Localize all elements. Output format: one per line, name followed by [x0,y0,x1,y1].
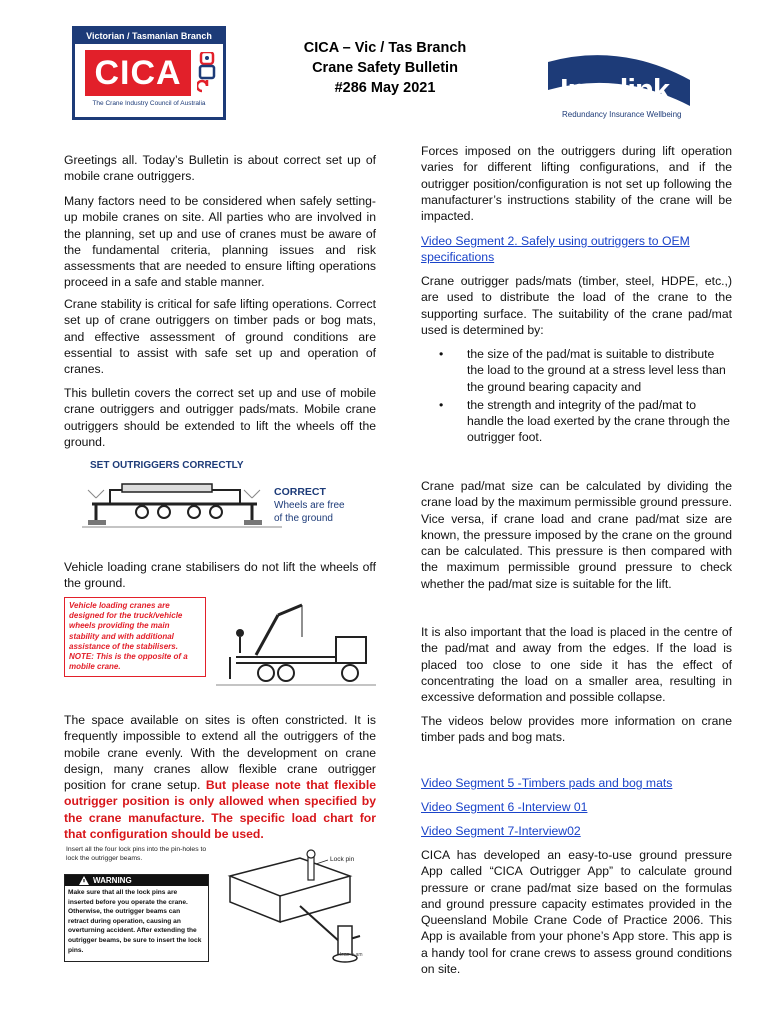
warning-line-7: pins. [68,946,84,954]
criteria-item-strength: • the strength and integrity of the pad/mat to handle the load exerted by the crane through the outrigger foot. [421,397,732,446]
correct-desc-line-1: Wheels are free [274,500,345,511]
left-stabilisers-paragraph: Vehicle loading crane stabilisers do not lift the wheels off the ground. [64,560,376,591]
crane-outrigger-diagram [82,470,282,532]
criteria-item-size: • the size of the pad/mat is suitable to distribute the load to the ground at a stress level less than the ground bearing capacity and [421,346,732,395]
warning-triangle-icon [79,876,89,885]
video-segment-5-link[interactable] [421,775,732,791]
video-segment-7-link-text[interactable]: Video Segment 7-Interview02 [421,824,581,838]
truck-crane-illustration [216,597,376,693]
vlc-text-line-3: wheels providing the main [69,621,170,631]
right-centre-load-paragraph: It is also important that the load is placed in the centre of the pad/mat and away from the edges. If the load is placed too close to one side it has the effect of concentrating the load on a smaller area, resulting in excessive deformation and possible collapse. [421,625,732,705]
warning-line-2: inserted before you operate the crane. [68,898,188,906]
right-pads-paragraph: Crane outrigger pads/mats (timber, steel, HDPE, etc.,) are used to distribute the load of the crane to the supporting surface. The suitability of the crane pad/mat used is determined by: [421,274,732,337]
crane-hook-icon [197,52,217,94]
warning-label: WARNING [93,876,132,885]
vlc-note-line-1: NOTE: This is the opposite of a [69,652,188,662]
lock-pin-instruction-line-1: Insert all the four lock pins into the pin-holes to [66,846,207,853]
lock-pin-instruction-line-2: lock the outrigger beams. [66,854,143,862]
title-line-1: CICA – Vic / Tas Branch [303,40,467,56]
vehicle-loading-note-box [64,597,206,677]
warning-line-5: overturning accident. After extending the [68,927,197,935]
vehicle-loading-crane-figure [64,597,376,693]
video-segment-7-link[interactable] [421,823,732,839]
right-app-paragraph: CICA has developed an easy-to-use ground pressure App called “CICA Outrigger App” to calculate ground pressure or crane pad/mat size based on the formulas and ground pressure capacity estimates provided in the Queensland Mobile Crane Code of Practice 2006. This App is available from your phone’s App store. This app is a handy tool for crane crews to assess ground conditions on site. [421,848,732,977]
space-paragraph-plain: The space available on sites is often constricted. It is frequently impossible to extend all the outriggers of the mobile crane evenly. With the development on crane design, many cranes allow flexible crane outrigger position for crane setup. [64,713,376,793]
vlc-text-line-4: stability and with additional [69,631,174,641]
set-outriggers-title: SET OUTRIGGERS CORRECTLY [90,460,244,471]
suitability-criteria-list [421,346,732,446]
right-calculation-paragraph: Crane pad/mat size can be calculated by dividing the crane load by the maximum permissible ground pressure. Vice versa, if crane load and crane pad/mat size are known, the pressure imposed by the crane on the ground can be calculated. This pressure is then compared with the maximum permissible ground pressure to check whether the pad/mat size is suitable for the lift. [421,479,732,591]
warning-line-4: retract during operation, causing an [68,917,181,925]
vlc-text-line-2: designed for the truck/vehicle [69,611,183,621]
warning-line-3: Otherwise, the outrigger beams can [68,908,181,916]
right-forces-paragraph: Forces imposed on the outriggers during lift operation varies for different lifting configurations, and if the outrigger position/configuration is not set up following the manufacturer’s instructions stability of the crane will be impacted. [421,144,732,224]
diagram-code-label: lean-o-am [340,952,363,958]
video-segment-6-link[interactable] [421,799,732,815]
correct-label: CORRECT [274,486,326,498]
title-line-3: #286 May 2021 [334,80,436,96]
warning-header [65,875,208,886]
video-segment-2-link-text[interactable]: Video Segment 2. Safely using outriggers to OEM specifications [421,234,690,265]
correct-desc-line-2: of the ground [274,513,333,524]
title-line-2: Crane Safety Bulletin [312,60,458,76]
lock-pins-figure [64,846,376,964]
warning-box [64,874,209,962]
warning-line-1: Make sure that all the lock pins are [68,889,178,896]
left-space-paragraph [64,712,376,842]
vlc-note-line-2: mobile crane. [69,662,121,672]
cica-logo [72,26,226,120]
right-videos-intro-paragraph: The videos below provides more information on crane timber pads and bog mats. [421,714,732,745]
left-factors-paragraph: Many factors need to be considered when safely setting-up mobile cranes on site. All parties who are involved in the planning, set up and use of cranes must be aware of the fundamental criteria, planning issues and risk assessments that are needed to ensure lifting operations proceed in a safe and stable manner. [64,194,376,290]
incolink-logo-tagline: Redundancy Insurance Wellbeing [562,110,682,119]
cica-logo-tagline: The Crane Industry Council of Australia [92,100,206,107]
incolink-logo [540,50,700,126]
cica-logo-branch: Victorian / Tasmanian Branch [75,29,223,44]
left-intro-paragraph: Greetings all. Today’s Bulletin is about correct set up of mobile crane outriggers. [64,153,376,184]
video-segment-5-link-text[interactable]: Video Segment 5 -Timbers pads and bog mats [421,776,673,790]
warning-line-6: outrigger beams, be sure to insert the lock [68,936,202,944]
left-stability-paragraph: Crane stability is critical for safe lifting operations. Correct set up of crane outriggers on timber pads or bog mats, and effective assessment of ground conditions are essential to assist with safe set up and operation of cranes. [64,297,376,377]
bulletin-title [270,38,500,98]
outrigger-lock-pin-diagram [220,846,376,964]
cica-logo-name: CICA [85,50,191,96]
vlc-text-line-5: assistance of the stabilisers. [69,641,178,651]
set-outriggers-figure [64,456,376,528]
space-paragraph-warning: But please note that flexible outrigger position is only allowed when specified by the crane manufacture. The specific load chart for that configuration should be used. [64,778,377,842]
vlc-text-line-1: Vehicle loading cranes are [69,601,170,610]
incolink-logo-name: Incolink [560,72,670,107]
video-segment-6-link-text[interactable]: Video Segment 6 -Interview 01 [421,800,588,814]
left-bulletin-scope-paragraph: This bulletin covers the correct set up and use of mobile crane outriggers and outrigger pads/mats. Mobile crane outriggers should be extended to lift the wheels off the ground. [64,386,376,449]
lock-pin-label: Lock pin [330,856,355,863]
video-segment-2-link[interactable] [421,233,732,266]
